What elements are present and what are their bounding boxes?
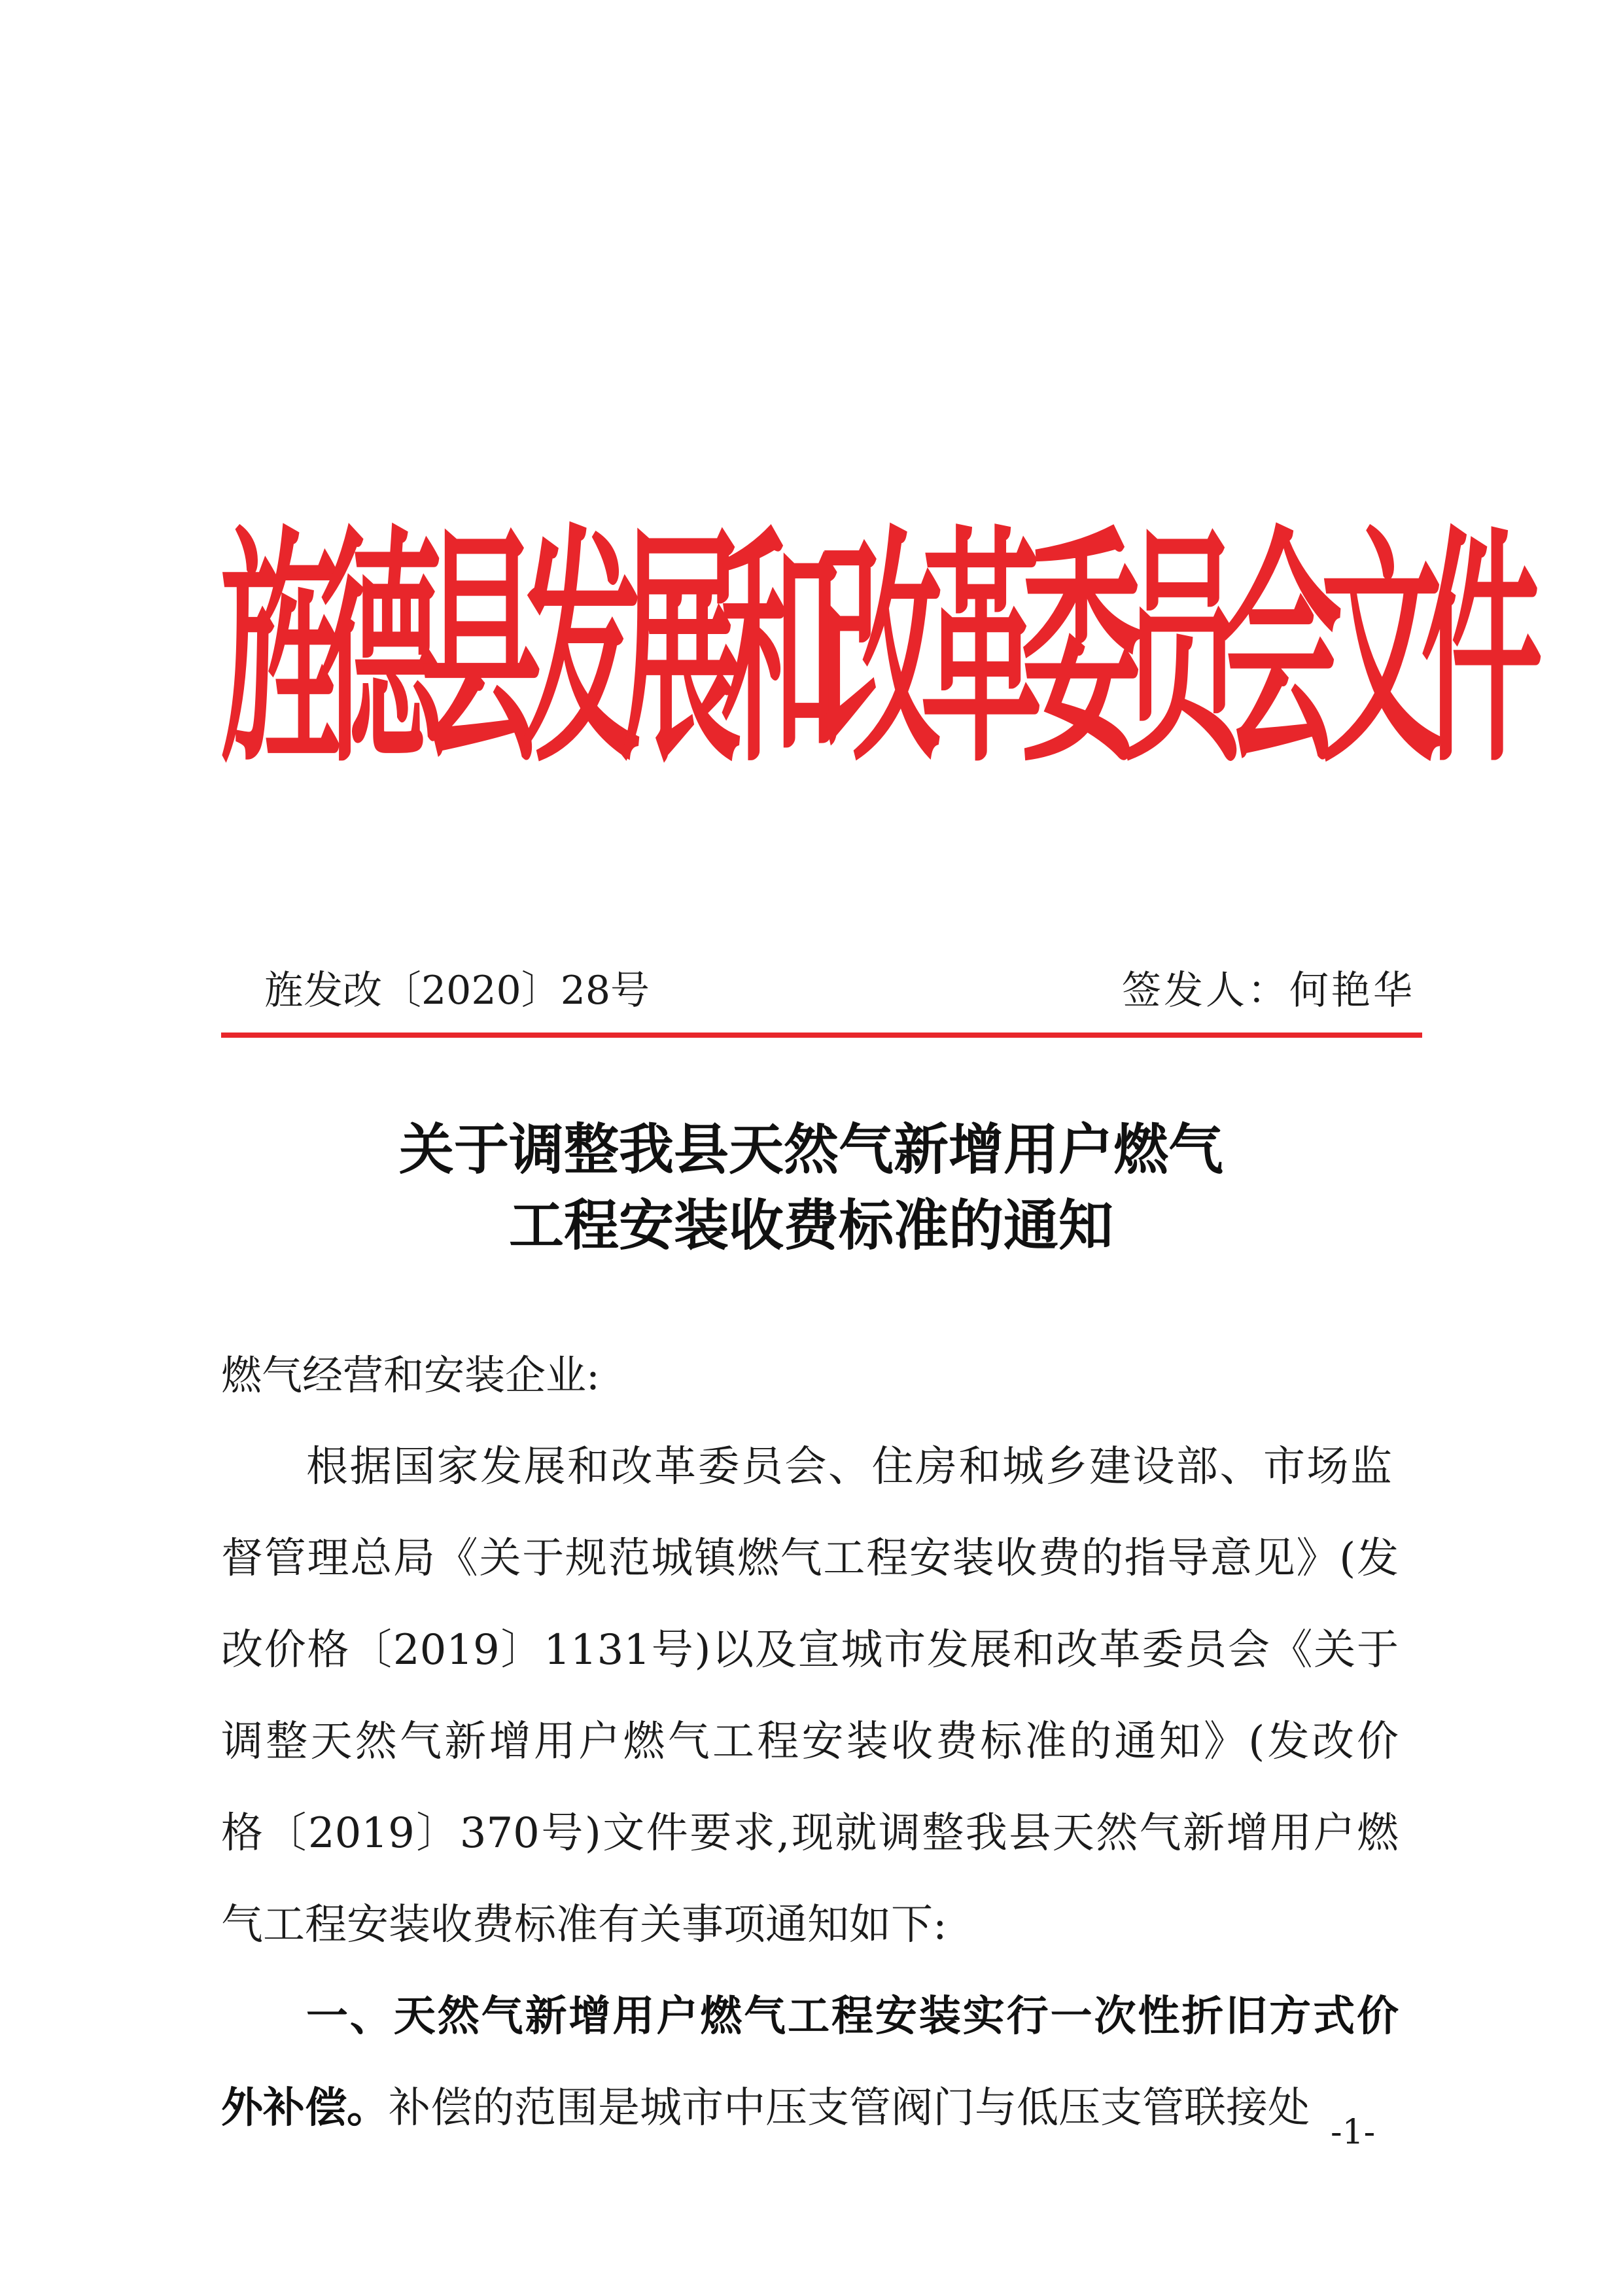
masthead-char: 德 (320, 504, 442, 796)
issuer-signature-line: 签发人：何艳华 (1122, 968, 1415, 1014)
section-paragraph-line (221, 2081, 1399, 2136)
section-text: 补偿的范围是城市中压支管阀门与低压支管联接处 (389, 2084, 1310, 2132)
masthead-char: 县 (420, 504, 542, 796)
section-heading-cont: 外补偿。 (221, 2084, 389, 2132)
body-paragraph-line: 调整天然气新增用户燃气工程安装收费标准的通知》(发改价 (221, 1718, 1399, 1766)
document-number: 旌发改〔2020〕28号 (264, 968, 650, 1014)
body-paragraph-line: 格〔2019〕370号)文件要求,现就调整我县天然气新增用户燃 (221, 1809, 1399, 1858)
red-divider-rule (221, 1033, 1422, 1038)
body-paragraph-line: 气工程安装收费标准有关事项通知如下: (221, 1901, 947, 1949)
title-line: 关于调整我县天然气新增用户燃气 (398, 1118, 1223, 1182)
masthead-char: 委 (1021, 504, 1143, 796)
masthead-char: 件 (1421, 504, 1543, 796)
document-title (196, 1112, 1426, 1264)
masthead-char: 会 (1221, 504, 1343, 796)
masthead-char: 和 (720, 504, 843, 796)
section-heading: 一、天然气新增用户燃气工程安装实行一次性折旧方式价 (306, 1992, 1399, 2041)
masthead-char: 展 (620, 504, 742, 796)
body-paragraph-line: 改价格〔2019〕1131号)以及宣城市发展和改革委员会《关于 (221, 1626, 1399, 1674)
masthead-char: 旌 (220, 504, 342, 796)
masthead-char: 革 (920, 504, 1043, 796)
masthead-char: 改 (820, 504, 943, 796)
page-number: -1- (1331, 2113, 1376, 2152)
masthead-char: 发 (520, 504, 642, 796)
title-line: 工程安装收费标准的通知 (508, 1193, 1113, 1258)
masthead-char: 文 (1321, 504, 1443, 796)
body-paragraph-line: 督管理总局《关于规范城镇燃气工程安装收费的指导意见》(发 (221, 1534, 1399, 1583)
body-paragraph-line: 根据国家发展和改革委员会、住房和城乡建设部、市场监 (306, 1443, 1392, 1491)
masthead-char: 员 (1121, 504, 1243, 796)
salutation: 燃气经营和安装企业: (221, 1351, 600, 1399)
masthead-title (220, 504, 1543, 796)
